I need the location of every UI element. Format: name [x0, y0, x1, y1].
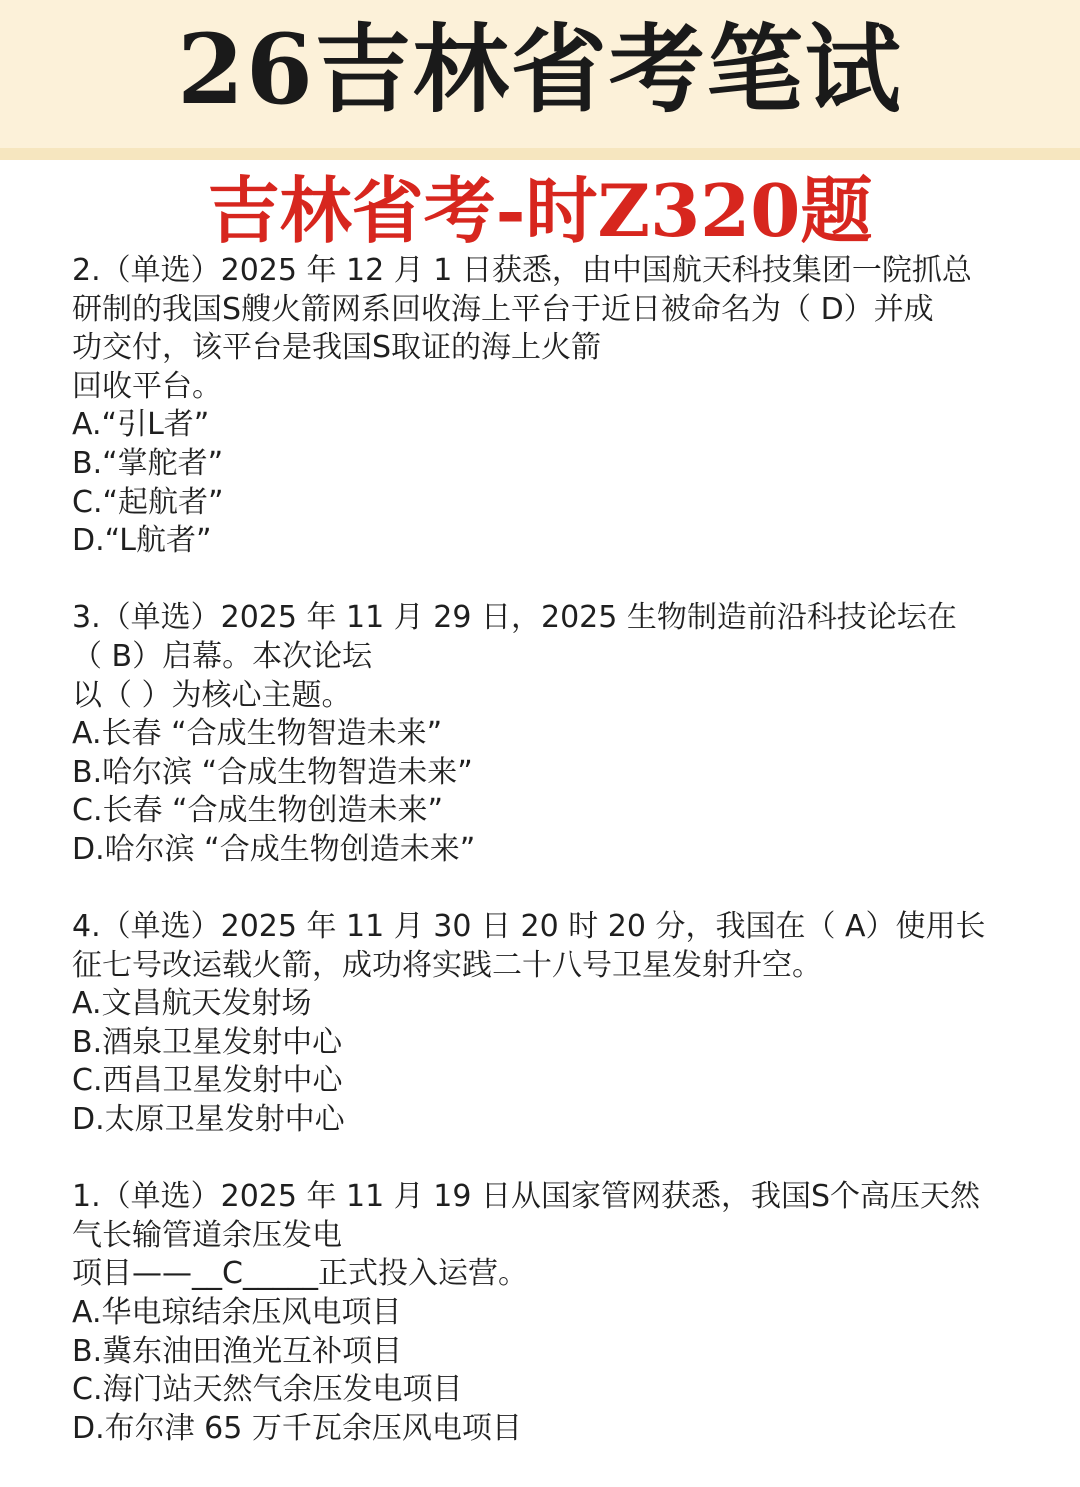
header-divider — [0, 148, 1080, 160]
question-block — [72, 908, 1032, 1140]
question-text-line: （ B）启幕。本次论坛 — [72, 638, 373, 674]
answer-option: B.“掌舵者” — [72, 445, 224, 481]
answer-option: A.华电琼结余压风电项目 — [72, 1295, 402, 1331]
question-text-line: 回收平台。 — [72, 368, 222, 404]
answer-option: D.太原卫星发射中心 — [72, 1102, 345, 1138]
page-title: 26吉林省考笔试 — [177, 13, 903, 126]
question-text-line: 以（ ）为核心主题。 — [72, 677, 352, 713]
question-text-line: 4.（单选）2025 年 11 月 30 日 20 时 20 分，我国在（ A）使用长 — [72, 909, 986, 945]
header-banner — [0, 0, 1080, 148]
answer-option: C.长春 “合成生物创造未来” — [72, 793, 444, 829]
answer-option: C.海门站天然气余压发电项目 — [72, 1372, 463, 1408]
page-subtitle: 吉林省考-时Z320题 — [207, 168, 873, 253]
question-text-line: 1.（单选）2025 年 11 月 19 日从国家管网获悉，我国S个高压天然 — [72, 1179, 981, 1215]
question-list — [72, 252, 1032, 1487]
question-block — [72, 599, 1032, 869]
answer-option: D.“L航者” — [72, 523, 212, 559]
question-text-line: 3.（单选）2025 年 11 月 29 日，2025 生物制造前沿科技论坛在 — [72, 600, 957, 636]
question-block — [72, 1178, 1032, 1448]
answer-option: C.“起航者” — [72, 484, 224, 520]
answer-option: D.布尔津 65 万千瓦余压风电项目 — [72, 1410, 522, 1446]
answer-option: B.酒泉卫星发射中心 — [72, 1024, 343, 1060]
answer-option: D.哈尔滨 “合成生物创造未来” — [72, 831, 476, 867]
question-text-line: 研制的我国S艘火箭网系回收海上平台于近日被命名为（ D）并成 — [72, 291, 934, 327]
answer-option: B.冀东油田渔光互补项目 — [72, 1333, 403, 1369]
answer-option: A.长春 “合成生物智造未来” — [72, 716, 443, 752]
question-text-line: 项目——__C_____正式投入运营。 — [72, 1256, 528, 1292]
question-block — [72, 252, 1032, 561]
answer-option: C.西昌卫星发射中心 — [72, 1063, 343, 1099]
answer-option: A.文昌航天发射场 — [72, 986, 312, 1022]
question-text-line: 气长输管道余压发电 — [72, 1217, 342, 1253]
answer-option: B.哈尔滨 “合成生物智造未来” — [72, 754, 473, 790]
question-text-line: 征七号改运载火箭，成功将实践二十八号卫星发射升空。 — [72, 947, 822, 983]
question-text-line: 功交付，该平台是我国S取证的海上火箭 — [72, 330, 602, 366]
answer-option: A.“引L者” — [72, 407, 210, 443]
question-text-line: 2.（单选）2025 年 12 月 1 日获悉，由中国航天科技集团一院抓总 — [72, 253, 972, 288]
